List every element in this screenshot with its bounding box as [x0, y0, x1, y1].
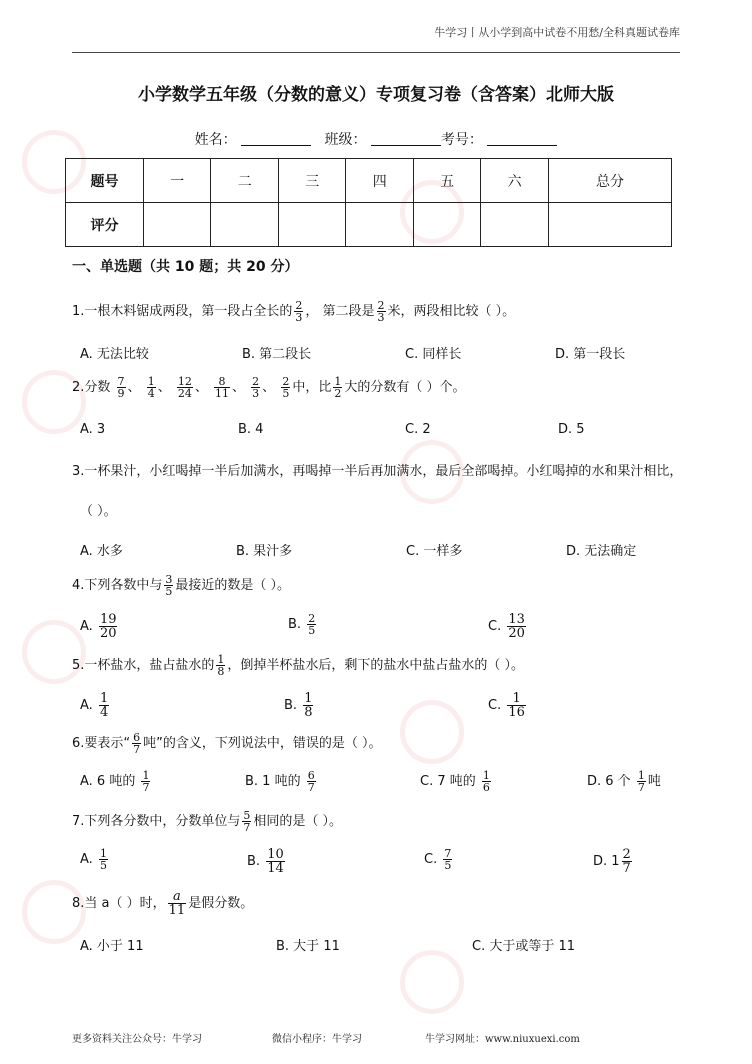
fraction: $\frac{7}{9}$	[117, 375, 125, 400]
question-text: 吨”的含义，下列说法中，错误的是（ ）。	[143, 736, 382, 751]
option-a[interactable]: A. 小于 11	[80, 939, 144, 954]
question-text: 8.当 a（ ）时，	[72, 896, 166, 911]
question-6	[72, 732, 382, 755]
score-cell[interactable]	[278, 203, 345, 247]
option-b[interactable]: B. 果汁多	[236, 544, 293, 559]
option-a[interactable]: A. $\frac{1}{4}$	[80, 691, 109, 720]
question-text: ，倒掉半杯盐水后，剩下的盐水中盐占盐水的（ ）。	[227, 658, 525, 673]
question-8	[72, 890, 253, 917]
question-4	[72, 574, 290, 597]
option-c[interactable]: C. $\frac{13}{20}$	[488, 612, 525, 641]
table-cell: 一	[144, 159, 211, 203]
question-text: 中，比	[292, 380, 332, 395]
option-b[interactable]: B. $\frac{10}{14}$	[247, 847, 284, 876]
fraction: $\frac{13}{20}$	[508, 612, 525, 641]
question-text: 1.一根木料锯成两段，第一段占全长的	[72, 304, 293, 319]
option-b[interactable]: B. $\frac{1}{8}$	[284, 691, 313, 720]
option-a[interactable]: A. $\frac{19}{20}$	[80, 612, 117, 641]
option-c[interactable]: C. 2	[405, 422, 431, 437]
question-text: 米，两段相比较（ ）。	[387, 304, 516, 319]
student-info-row	[0, 129, 752, 149]
fraction: $\frac{1}{2}$	[334, 375, 342, 400]
table-cell: 三	[278, 159, 345, 203]
option-d[interactable]: D. 无法确定	[566, 544, 637, 559]
header-tagline: 牛学习丨从小学到高中试卷不用愁/全科真题试卷库	[434, 26, 680, 39]
fraction: $\frac{8}{11}$	[215, 375, 230, 400]
table-row	[66, 159, 672, 203]
fraction: $\frac{12}{24}$	[177, 375, 192, 400]
footer-website[interactable]: 牛学习网址：www.niuxuexi.com	[425, 1034, 580, 1045]
option-c[interactable]: C. 大于或等于 11	[472, 939, 576, 954]
class-label: 班级：	[324, 132, 367, 148]
option-b[interactable]: B. 4	[238, 422, 264, 437]
question-text: 大的分数有（ ）个。	[344, 380, 466, 395]
fraction: $\frac{3}{5}$	[165, 573, 173, 598]
fraction: $\frac{5}{7}$	[243, 809, 251, 834]
watermark-logo	[400, 700, 464, 764]
option-b[interactable]: B. 1 吨的 $\frac{6}{7}$	[245, 769, 315, 794]
table-cell: 评分	[66, 203, 144, 247]
fraction: $\frac{7}{5}$	[444, 847, 452, 872]
fraction: $\frac{6}{7}$	[133, 731, 141, 756]
option-d[interactable]: D. 第一段长	[555, 347, 626, 362]
score-cell[interactable]	[144, 203, 211, 247]
fraction: $\frac{1}{4}$	[99, 691, 109, 720]
option-a[interactable]: A. 6 吨的 $\frac{1}{7}$	[80, 769, 150, 794]
question-text: ， 第二段是	[305, 304, 375, 319]
table-cell: 五	[413, 159, 480, 203]
question-2: 2.分数 $\frac{7}{9}$ 、 $\frac{1}{4}$ 、 $\frac{12}{24}$ 、 $\frac{8}{11}$ 、 $\frac{2}{3}$ 、 $\frac{2}{5}$ 中，比 $\frac{1}{2}$ 大的分数有（ ）个。	[72, 375, 466, 400]
question-text: 2.分数	[72, 380, 111, 395]
exam-blank[interactable]	[487, 131, 557, 146]
question-text: 是假分数。	[188, 896, 254, 911]
page-title: 小学数学五年级（分数的意义）专项复习卷（含答案）北师大版	[138, 85, 614, 105]
fraction: $\frac{2}{3}$	[295, 299, 303, 324]
score-cell[interactable]	[413, 203, 480, 247]
table-cell: 二	[211, 159, 278, 203]
fraction: $\frac{1}{4}$	[147, 375, 155, 400]
score-cell[interactable]	[346, 203, 413, 247]
option-d[interactable]: D. 5	[558, 422, 585, 437]
footer-wechat-account: 更多资料关注公众号：牛学习	[72, 1034, 202, 1045]
question-text: 4.下列各数中与	[72, 578, 163, 593]
fraction: $\frac{2}{5}$	[282, 375, 290, 400]
fraction: $\frac{1}{8}$	[304, 691, 313, 720]
fraction: $\frac{2}{3}$	[252, 375, 260, 400]
fraction: $\frac{1}{7}$	[142, 769, 150, 794]
fraction: $\frac{1}{16}$	[508, 691, 525, 720]
table-cell: 总分	[548, 159, 671, 203]
option-c[interactable]: C. 一样多	[406, 544, 463, 559]
header-divider	[72, 52, 680, 53]
option-a[interactable]: A. $\frac{1}{5}$	[80, 847, 107, 872]
name-label: 姓名：	[194, 132, 237, 148]
fraction: $\frac{a}{11}$	[168, 889, 186, 918]
option-a[interactable]: A. 水多	[80, 544, 123, 559]
fraction: $\frac{19}{20}$	[99, 612, 117, 641]
question-5	[72, 654, 524, 677]
question-1	[72, 300, 515, 323]
fraction: $\frac{2}{5}$	[308, 612, 316, 637]
question-text: 7.下列各分数中，分数单位与	[72, 814, 241, 829]
option-b[interactable]: B. 大于 11	[276, 939, 340, 954]
name-blank[interactable]	[241, 131, 311, 146]
option-c[interactable]: C. $\frac{1}{16}$	[488, 691, 525, 720]
option-b[interactable]: B. $\frac{2}{5}$	[288, 612, 316, 637]
section-heading: 一、单选题（共 10 题；共 20 分）	[72, 259, 299, 275]
option-c[interactable]: C. $\frac{7}{5}$	[424, 847, 452, 872]
table-cell: 六	[481, 159, 548, 203]
exam-label: 考号：	[440, 132, 483, 148]
fraction: $\frac{2}{7}$	[622, 847, 631, 876]
table-cell: 题号	[66, 159, 144, 203]
score-cell[interactable]	[211, 203, 278, 247]
question-text: 6.要表示“	[72, 736, 131, 751]
option-a[interactable]: A. 无法比较	[80, 347, 149, 362]
table-row	[66, 203, 672, 247]
footer-mini-program: 微信小程序：牛学习	[272, 1034, 362, 1045]
score-cell[interactable]	[481, 203, 548, 247]
score-cell[interactable]	[548, 203, 671, 247]
fraction: $\frac{1}{7}$	[637, 769, 645, 794]
option-d[interactable]: D. 6 个 $\frac{1}{7}$ 吨	[587, 769, 661, 794]
fraction: $\frac{6}{7}$	[307, 769, 315, 794]
question-3: 3.一杯果汁，小红喝掉一半后加满水，再喝掉一半后再加满水，最后全部喝掉。小红喝掉的水和果汁相比，	[72, 464, 683, 479]
fraction: $\frac{10}{14}$	[267, 847, 284, 876]
question-text: 最接近的数是（ ）。	[175, 578, 291, 593]
option-d[interactable]: D. 1 $\frac{2}{7}$	[593, 847, 631, 876]
option-b[interactable]: B. 第二段长	[242, 347, 312, 362]
question-7	[72, 810, 342, 833]
question-text: 相同的是（ ）。	[253, 814, 343, 829]
table-cell: 四	[346, 159, 413, 203]
fraction: $\frac{2}{3}$	[377, 299, 385, 324]
option-c[interactable]: C. 7 吨的 $\frac{1}{6}$	[420, 769, 490, 794]
question-3-blank: （ ）。	[80, 504, 117, 519]
option-c[interactable]: C. 同样长	[405, 347, 462, 362]
question-text: 5.一杯盐水，盐占盐水的	[72, 658, 215, 673]
watermark-logo	[400, 950, 464, 1014]
class-blank[interactable]	[371, 131, 441, 146]
option-a[interactable]: A. 3	[80, 422, 106, 437]
fraction: $\frac{1}{6}$	[482, 769, 490, 794]
fraction: $\frac{1}{8}$	[217, 653, 225, 678]
fraction: $\frac{1}{5}$	[99, 847, 107, 872]
score-table	[65, 158, 672, 247]
